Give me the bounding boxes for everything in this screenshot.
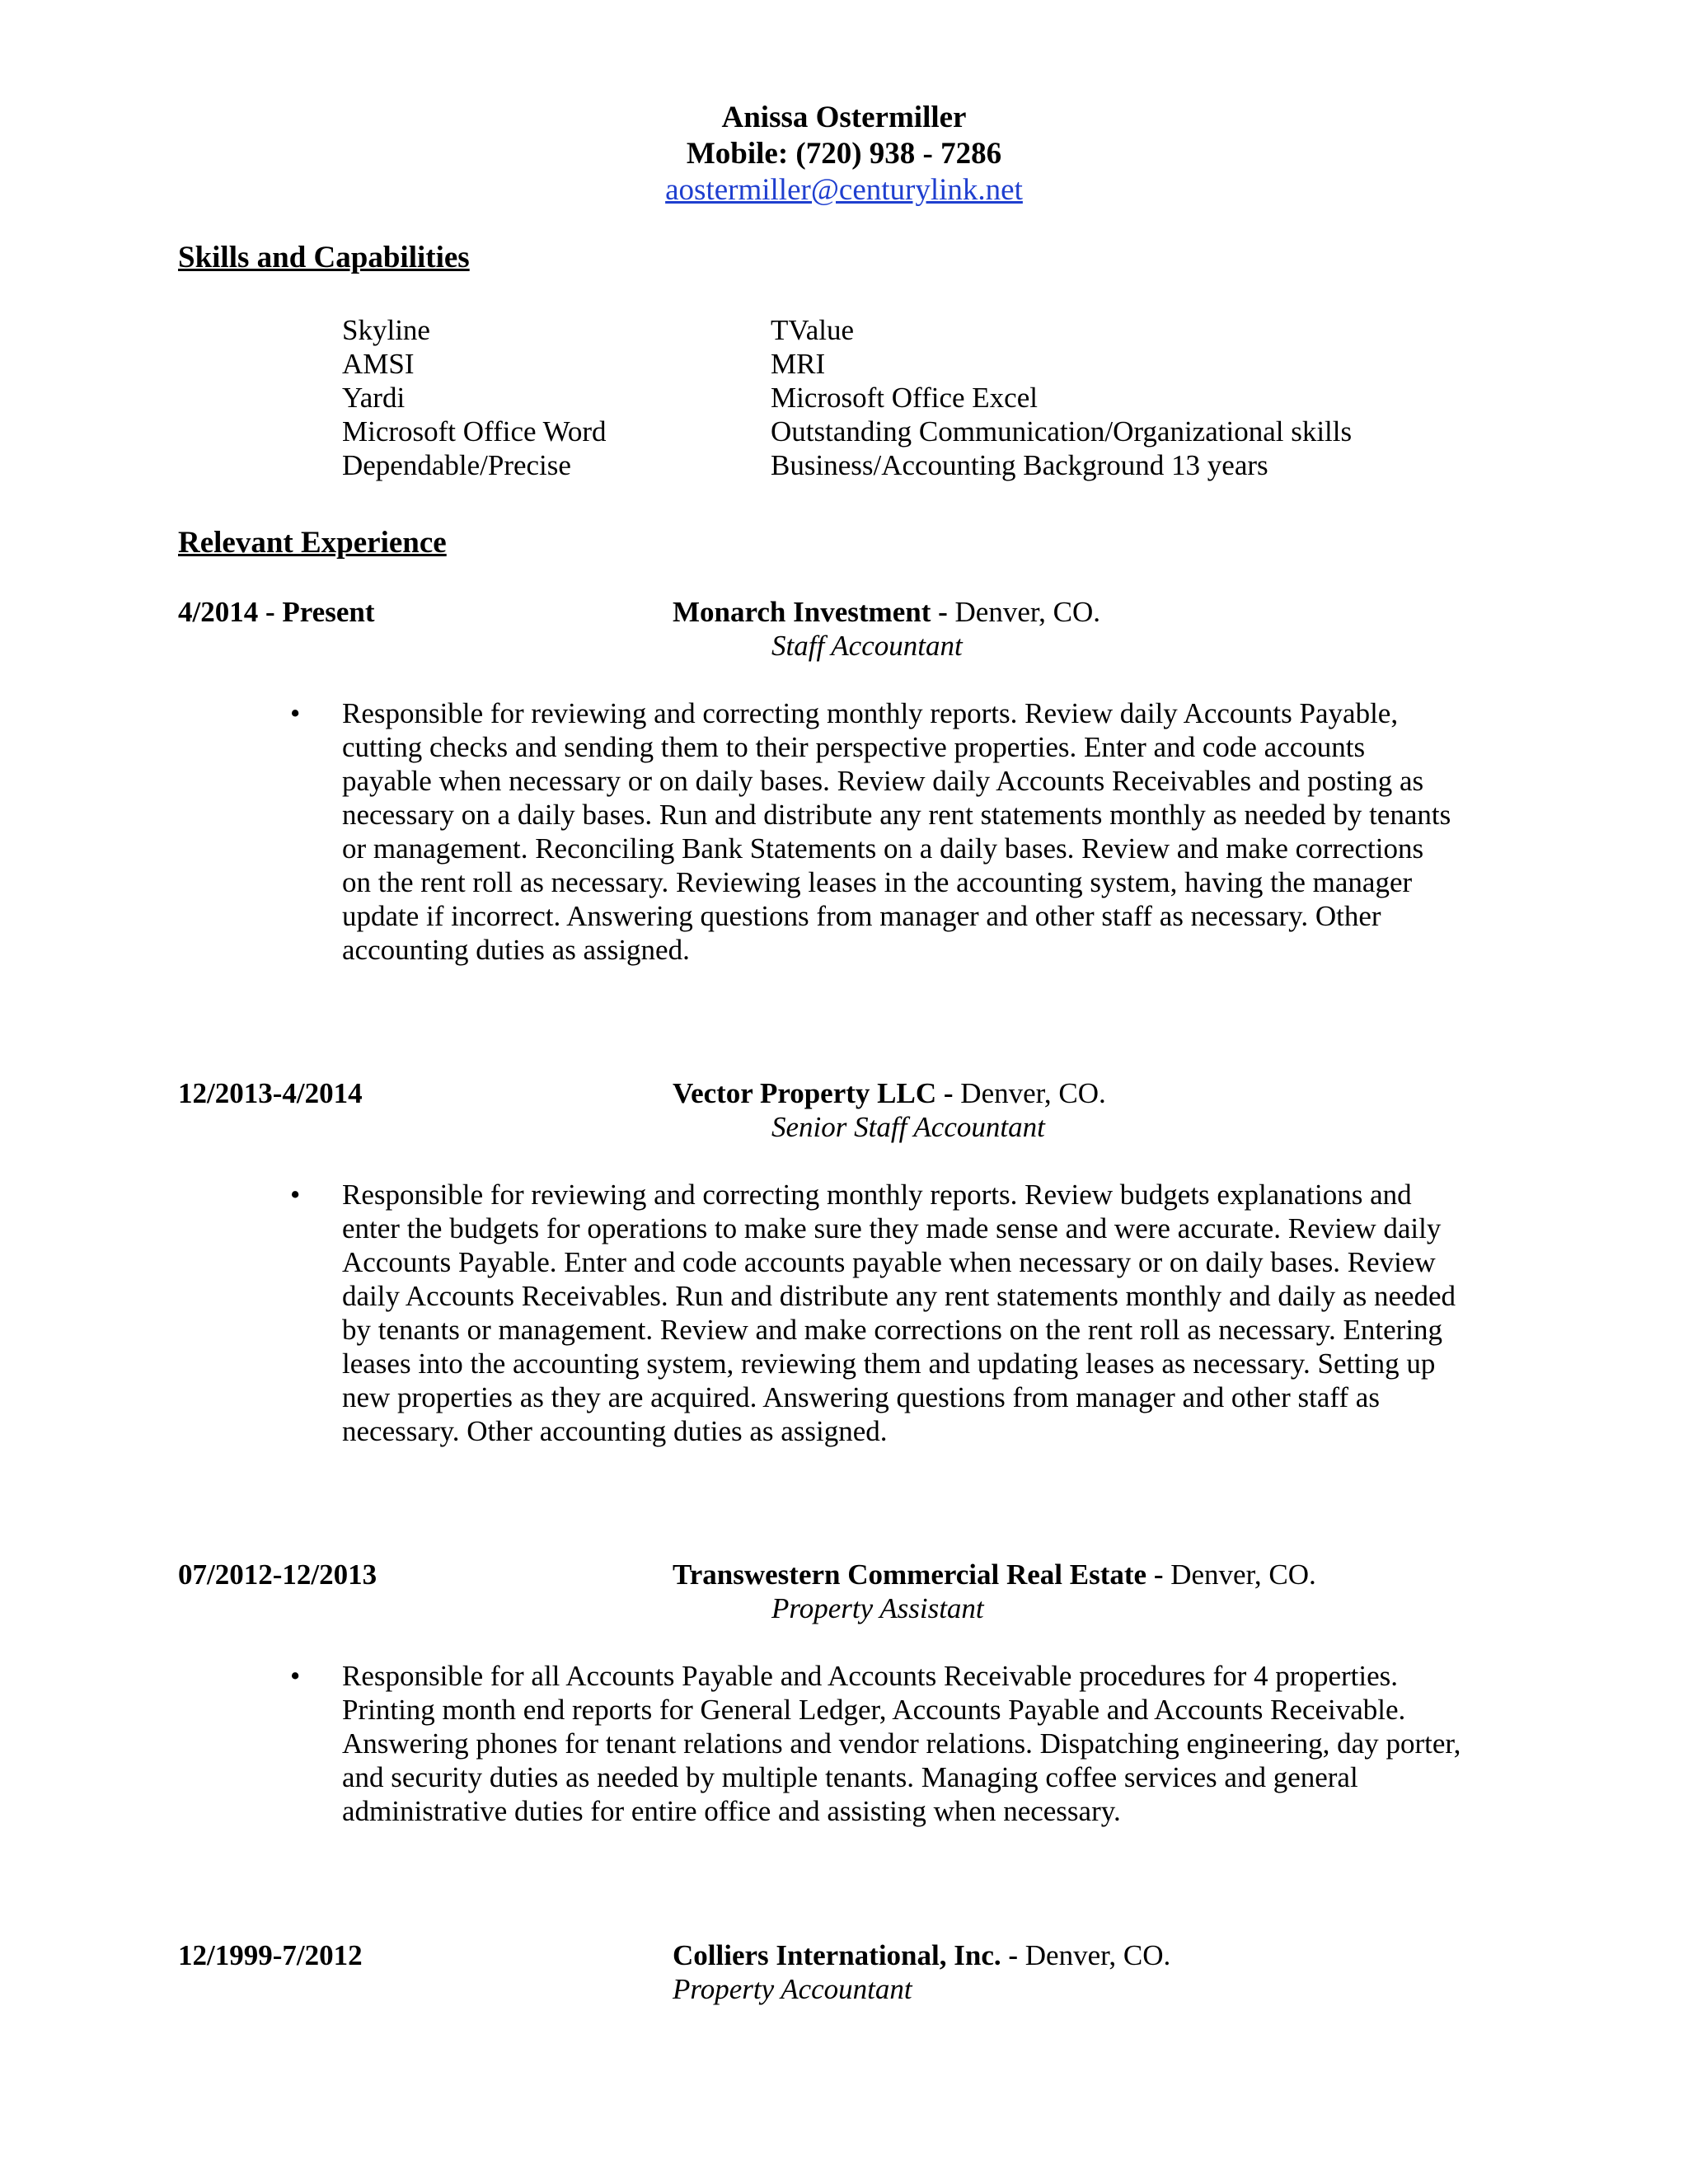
duty-line: leases into the accounting system, reviewing them and updating leases as necessary. Setting up	[342, 1347, 1436, 1380]
email-link[interactable]: aostermiller@centurylink.net	[665, 173, 1023, 207]
skill-item: Microsoft Office Word	[342, 415, 607, 448]
duties-text	[342, 1659, 1554, 1828]
skills-row	[342, 347, 1352, 381]
job-company-line	[673, 1558, 1316, 1591]
duty-line: on the rent roll as necessary. Reviewing leases in the accounting system, having the manager	[342, 866, 1413, 898]
duty-line: new properties as they are acquired. Answering questions from manager and other staff as	[342, 1381, 1380, 1413]
job-company: Monarch Investment -	[673, 596, 948, 628]
duty-line: daily Accounts Receivables. Run and distribute any rent statements monthly and daily as needed	[342, 1280, 1456, 1312]
job-dates: 4/2014 - Present	[178, 596, 375, 628]
skills-heading: Skills and Capabilities	[178, 241, 470, 274]
skills-list	[342, 313, 1352, 482]
skill-item: Microsoft Office Excel	[771, 382, 1038, 414]
job-location: Denver, CO.	[947, 596, 1100, 628]
bullet-icon: •	[290, 697, 301, 729]
skills-row	[342, 415, 1352, 448]
duty-line: enter the budgets for operations to make sure they made sense and were accurate. Review daily	[342, 1212, 1442, 1244]
job-title: Senior Staff Accountant	[771, 1111, 1045, 1143]
job-company-line	[673, 595, 1100, 629]
candidate-name: Anissa Ostermiller	[721, 101, 967, 134]
duty-line: Printing month end reports for General Ledger, Accounts Payable and Accounts Receivable.	[342, 1694, 1406, 1726]
job-location: Denver, CO.	[953, 1077, 1106, 1109]
skill-item: AMSI	[342, 348, 415, 380]
job-title: Property Assistant	[771, 1592, 984, 1624]
duties-text	[342, 696, 1554, 967]
duty-line: Responsible for all Accounts Payable and Accounts Receivable procedures for 4 properties.	[342, 1660, 1399, 1692]
duty-line: Answering phones for tenant relations and vendor relations. Dispatching engineering, day porter,	[342, 1727, 1461, 1760]
skill-item: Business/Accounting Background 13 years	[771, 449, 1268, 481]
duty-line: accounting duties as assigned.	[342, 934, 690, 966]
duty-line: necessary on a daily bases. Run and distribute any rent statements monthly as needed by tenants	[342, 799, 1451, 831]
duty-line: by tenants or management. Review and make corrections on the rent roll as necessary. Entering	[342, 1314, 1443, 1346]
skill-item: MRI	[771, 348, 826, 380]
skill-item: TValue	[771, 314, 855, 346]
duty-line: Accounts Payable. Enter and code accounts payable when necessary or on daily bases. Review	[342, 1246, 1436, 1278]
skill-item: Outstanding Communication/Organizational skills	[771, 415, 1353, 448]
duty-line: and security duties as needed by multiple tenants. Managing coffee services and general	[342, 1761, 1358, 1793]
job-company-line	[673, 1076, 1106, 1110]
experience-heading: Relevant Experience	[178, 526, 447, 560]
job-dates: 12/2013-4/2014	[178, 1077, 363, 1109]
duty-line: necessary. Other accounting duties as assigned.	[342, 1415, 888, 1447]
duty-line: administrative duties for entire office and assisting when necessary.	[342, 1795, 1121, 1827]
job-title: Staff Accountant	[771, 630, 963, 662]
duties-text	[342, 1178, 1554, 1448]
job-company-line	[673, 1938, 1170, 1972]
job-company: Vector Property LLC -	[673, 1077, 954, 1109]
duty-line: cutting checks and sending them to their perspective properties. Enter and code accounts	[342, 731, 1366, 763]
job-dates: 12/1999-7/2012	[178, 1939, 363, 1971]
duty-line: Responsible for reviewing and correcting monthly reports. Review daily Accounts Payable,	[342, 697, 1399, 729]
skills-row	[342, 313, 1352, 347]
mobile-number: Mobile: (720) 938 - 7286	[686, 137, 1002, 171]
job-company: Transwestern Commercial Real Estate -	[673, 1558, 1164, 1591]
job-dates: 07/2012-12/2013	[178, 1558, 377, 1591]
skill-item: Dependable/Precise	[342, 449, 571, 481]
job-title: Property Accountant	[673, 1973, 912, 2005]
skill-item: Yardi	[342, 382, 406, 414]
duty-line: update if incorrect. Answering questions from manager and other staff as necessary. Other	[342, 900, 1381, 932]
skills-row	[342, 381, 1352, 415]
skill-item: Skyline	[342, 314, 430, 346]
bullet-icon: •	[290, 1660, 301, 1692]
duty-line: payable when necessary or on daily bases. Review daily Accounts Receivables and posting as	[342, 765, 1424, 797]
job-location: Denver, CO.	[1018, 1939, 1171, 1971]
job-company: Colliers International, Inc. -	[673, 1939, 1019, 1971]
skills-row	[342, 448, 1352, 482]
bullet-icon: •	[290, 1179, 301, 1211]
duty-line: or management. Reconciling Bank Statements on a daily bases. Review and make corrections	[342, 832, 1424, 865]
job-location: Denver, CO.	[1163, 1558, 1316, 1591]
duty-line: Responsible for reviewing and correcting monthly reports. Review budgets explanations and	[342, 1179, 1412, 1211]
